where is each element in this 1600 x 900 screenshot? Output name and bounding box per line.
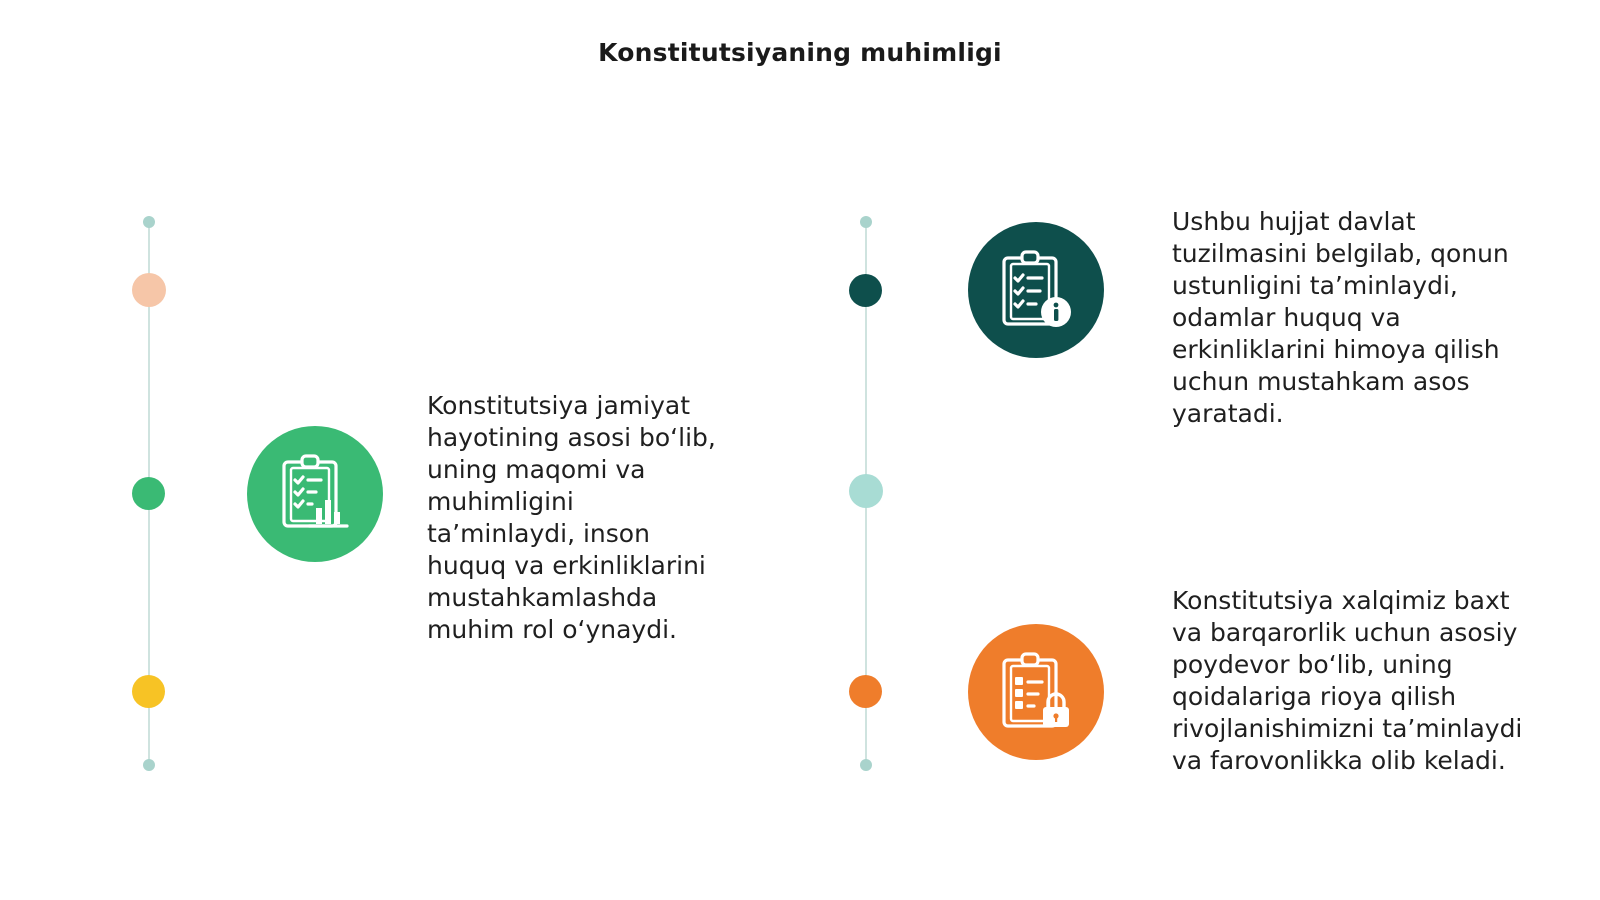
timeline-dot-green <box>132 477 165 510</box>
text-line: tuzilmasini belgilab, qonun <box>1172 239 1509 268</box>
text-line: uning maqomi va <box>427 455 646 484</box>
text-line: Konstitutsiya xalqimiz baxt <box>1172 586 1510 615</box>
item-text-1 <box>427 390 777 646</box>
text-line: rivojlanishimizni ta’minlaydi <box>1172 714 1523 743</box>
text-line: Konstitutsiya jamiyat <box>427 391 691 420</box>
text-line: va barqarorlik uchun asosiy <box>1172 618 1518 647</box>
text-line: uchun mustahkam asos <box>1172 367 1470 396</box>
timeline-end-dot <box>143 759 155 771</box>
timeline-end-dot <box>143 216 155 228</box>
text-line: ustunligini ta’minlaydi, <box>1172 271 1458 300</box>
text-line: ta’minlaydi, inson <box>427 519 650 548</box>
timeline-end-dot <box>860 216 872 228</box>
clipboard-chart-icon <box>247 426 383 562</box>
timeline-dot-peach <box>132 273 166 307</box>
text-line: odamlar huquq va <box>1172 303 1401 332</box>
text-line: muhim rol o‘ynaydi. <box>427 615 677 644</box>
timeline-dot-light-teal <box>849 474 883 508</box>
text-line: qoidalariga rioya qilish <box>1172 682 1457 711</box>
clipboard-info-icon <box>968 222 1104 358</box>
text-line: yaratadi. <box>1172 399 1284 428</box>
item-text-2 <box>1172 206 1572 430</box>
text-line: Ushbu hujjat davlat <box>1172 207 1416 236</box>
item-text-3 <box>1172 585 1577 777</box>
page-title: Konstitutsiyaning muhimligi <box>598 38 1002 67</box>
timeline-end-dot <box>860 759 872 771</box>
text-line: muhimligini <box>427 487 574 516</box>
text-line: poydevor bo‘lib, uning <box>1172 650 1453 679</box>
clipboard-lock-icon <box>968 624 1104 760</box>
text-line: va farovonlikka olib keladi. <box>1172 746 1506 775</box>
timeline-dot-dark-teal <box>849 274 882 307</box>
text-line: huquq va erkinliklarini <box>427 551 706 580</box>
text-line: hayotining asosi bo‘lib, <box>427 423 716 452</box>
timeline-dot-yellow <box>132 675 165 708</box>
text-line: erkinliklarini himoya qilish <box>1172 335 1500 364</box>
timeline-dot-orange <box>849 675 882 708</box>
text-line: mustahkamlashda <box>427 583 658 612</box>
